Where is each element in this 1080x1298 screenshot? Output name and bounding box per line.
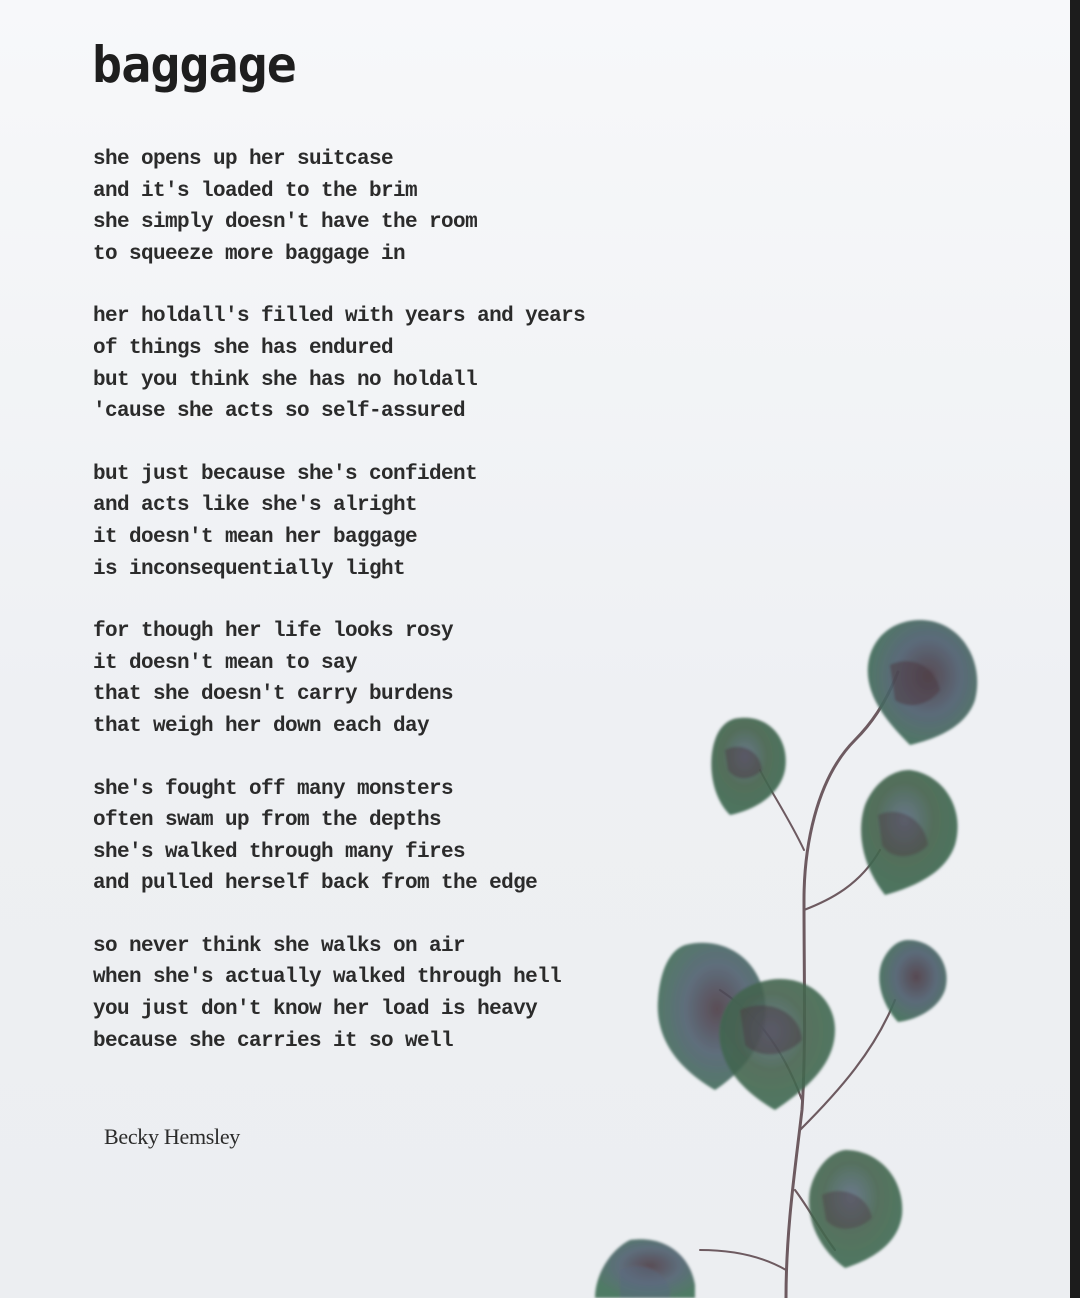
poem-line: her holdall's filled with years and years [93, 305, 586, 329]
stanza-6 [93, 931, 653, 1057]
poem-body [93, 144, 653, 1088]
poem-line: but just because she's confident [93, 462, 478, 486]
stanza-1 [93, 144, 653, 270]
poem-line: she's fought off many monsters [93, 777, 454, 801]
poem-line: it doesn't mean her baggage [93, 525, 418, 549]
poem-line: 'cause she acts so self-assured [93, 400, 466, 424]
poem-line: to squeeze more baggage in [93, 242, 406, 266]
poem-line: often swam up from the depths [93, 809, 442, 833]
poem-line: of things she has endured [93, 336, 394, 360]
poem-line: when she's actually walked through hell [93, 966, 562, 990]
poem-line: but you think she has no holdall [93, 368, 478, 392]
poem-line: for though her life looks rosy [93, 620, 454, 644]
poem-line: is inconsequentially light [93, 557, 406, 581]
stanza-4 [93, 616, 653, 742]
poem-line: it doesn't mean to say [93, 651, 358, 675]
eucalyptus-branch-icon [590, 610, 1000, 1298]
poem-line: she's walked through many fires [93, 840, 466, 864]
poem-line: and pulled herself back from the edge [93, 872, 538, 896]
poem-line: she simply doesn't have the room [93, 211, 478, 235]
poem-line: and acts like she's alright [93, 494, 418, 518]
poem-title: baggage [92, 36, 296, 94]
author-name: Becky Hemsley [104, 1124, 241, 1149]
stanza-5 [93, 774, 653, 900]
screen-edge [1070, 0, 1080, 1298]
poem-line: so never think she walks on air [93, 934, 466, 958]
eucalyptus-leaves [595, 620, 977, 1298]
stanza-2 [93, 301, 653, 427]
stanza-3 [93, 459, 653, 585]
poem-line: you just don't know her load is heavy [93, 998, 538, 1022]
poem-line: that she doesn't carry burdens [93, 683, 454, 707]
poem-line: because she carries it so well [93, 1029, 454, 1053]
poem-line: she opens up her suitcase [93, 148, 394, 171]
poem-line: that weigh her down each day [93, 714, 430, 738]
poem-line: and it's loaded to the brim [93, 179, 418, 203]
